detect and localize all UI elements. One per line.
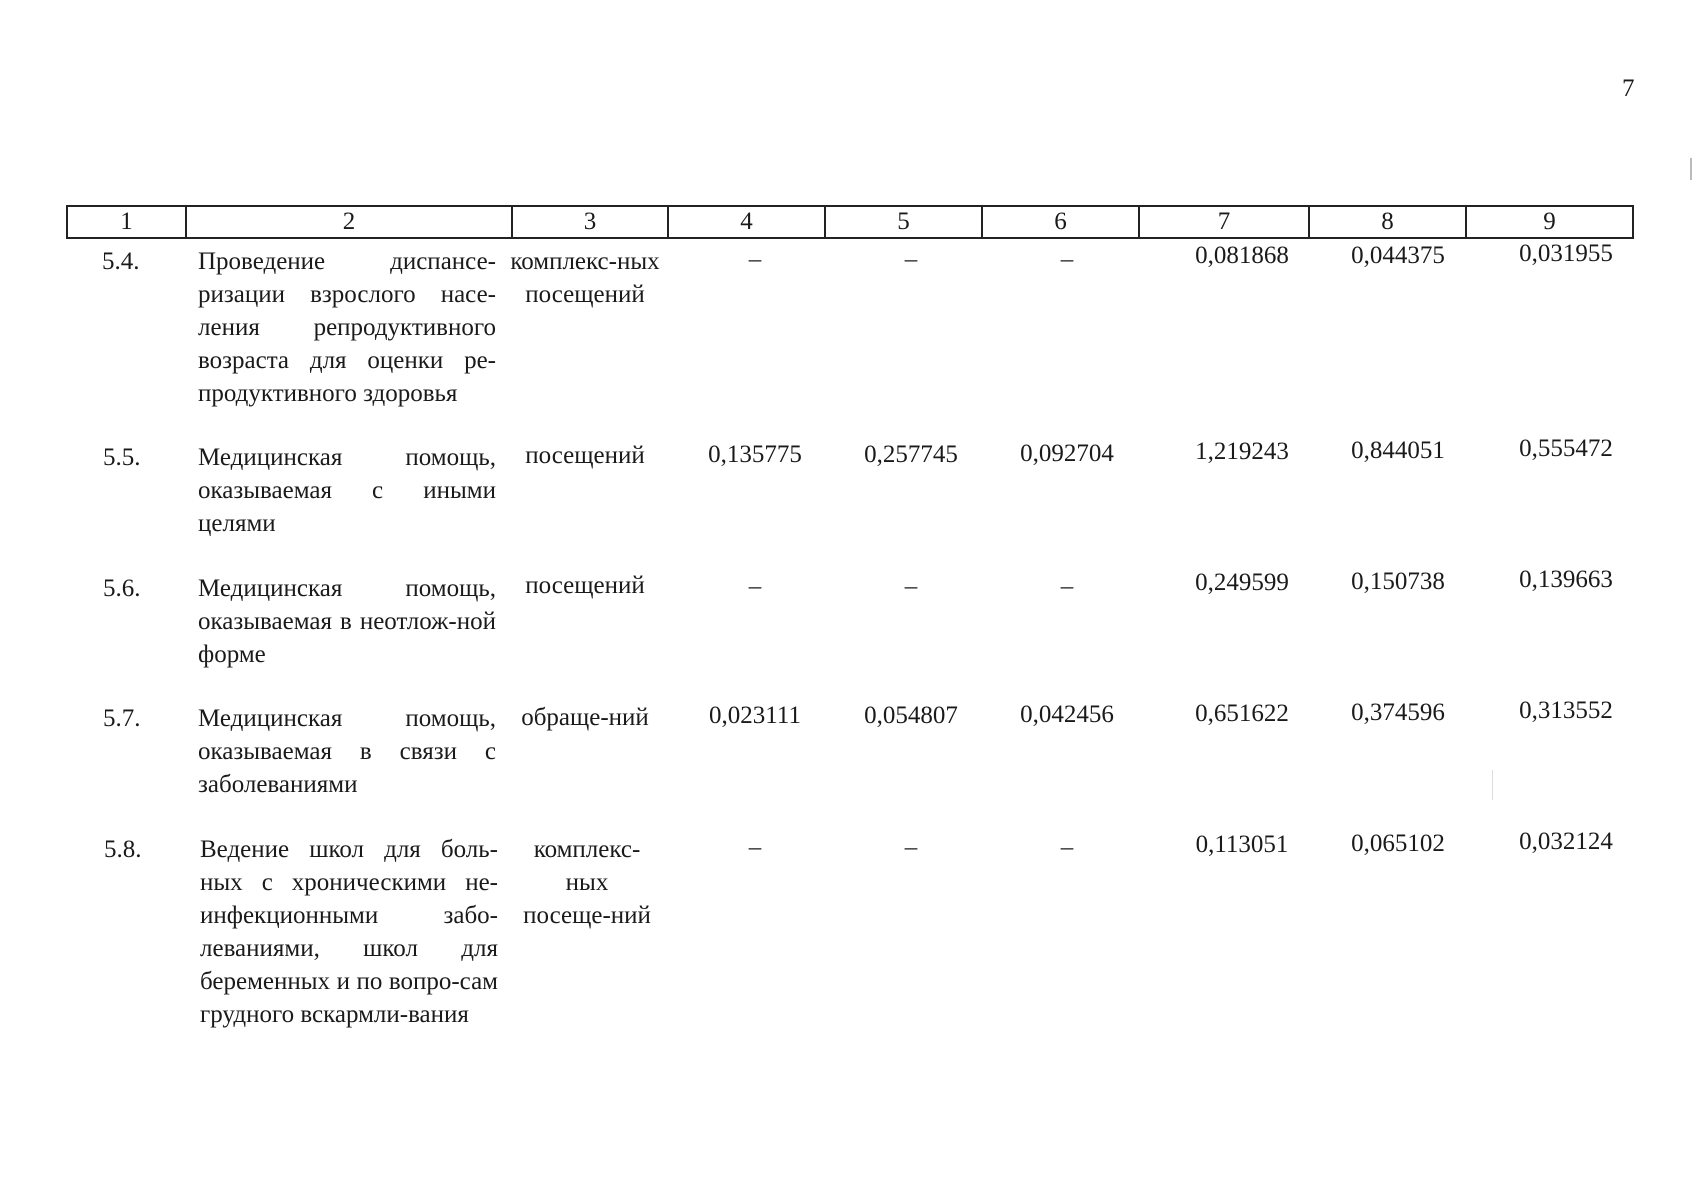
- column-header-6: 6: [981, 207, 1138, 237]
- value-col-4: –: [748, 834, 762, 861]
- value-col-8: 0,065102: [1351, 830, 1445, 857]
- column-header-9: 9: [1465, 207, 1632, 237]
- row-unit: посещений: [525, 572, 645, 599]
- column-header-1: 1: [120, 208, 133, 235]
- value-col-5: 0,054807: [864, 702, 958, 729]
- value-col-6: –: [1060, 573, 1074, 600]
- value-col-4: 0,135775: [708, 441, 802, 468]
- value-col-5: 0,257745: [864, 441, 958, 468]
- value-col-7: 0,113051: [1195, 831, 1289, 858]
- value-col-7: 0,249599: [1195, 569, 1289, 596]
- row-description: Медицинская помощь, оказываемая в неотлож-ной форме: [198, 575, 496, 668]
- column-header-7: 7: [1138, 207, 1308, 237]
- row-number: 5.4.: [102, 248, 140, 275]
- value-col-4: 0,023111: [709, 702, 801, 729]
- value-col-6: –: [1060, 834, 1074, 861]
- row-description: Ведение школ для боль-ных с хроническими не-инфекционными забо-леваниями, школ для беременных и по вопро-сам грудного вскармли-вания: [200, 836, 498, 1028]
- column-header-4: 4: [667, 207, 824, 237]
- scan-artifact: [1690, 158, 1692, 180]
- value-col-8: 0,844051: [1351, 437, 1445, 464]
- column-header-3: 3: [511, 207, 667, 237]
- value-col-6: 0,092704: [1020, 440, 1114, 467]
- value-col-8: 0,374596: [1351, 699, 1445, 726]
- row-description: Медицинская помощь, оказываемая в связи с заболеваниями: [198, 705, 496, 798]
- column-header-2: 2: [185, 207, 511, 237]
- value-col-7: 0,651622: [1195, 700, 1289, 727]
- page-number: 7: [1622, 75, 1635, 102]
- value-col-9: 0,555472: [1519, 435, 1613, 462]
- value-col-7: 0,081868: [1195, 242, 1289, 269]
- row-unit: посещений: [525, 442, 645, 469]
- value-col-9: 0,031955: [1519, 240, 1613, 267]
- value-col-4: –: [748, 246, 762, 273]
- row-number: 5.8.: [104, 836, 142, 863]
- row-description: Проведение диспансе-ризации взрослого насе-ления репродуктивного возраста для оценки ре-продуктивного здоровья: [198, 248, 496, 407]
- column-header-5: 5: [824, 207, 981, 237]
- value-col-8: 0,044375: [1351, 242, 1445, 269]
- row-unit: комплекс-ных посещений: [510, 248, 660, 308]
- row-number: 5.5.: [103, 444, 141, 471]
- value-col-4: –: [748, 573, 762, 600]
- row-description: Медицинская помощь, оказываемая с иными целями: [198, 444, 496, 537]
- row-number: 5.7.: [103, 705, 141, 732]
- value-col-9: 0,313552: [1519, 697, 1613, 724]
- value-col-7: 1,219243: [1195, 438, 1289, 465]
- value-col-6: 0,042456: [1020, 701, 1114, 728]
- value-col-9: 0,139663: [1519, 566, 1613, 593]
- row-number: 5.6.: [103, 575, 141, 602]
- value-col-9: 0,032124: [1519, 828, 1613, 855]
- value-col-5: –: [904, 573, 918, 600]
- column-header-8: 8: [1308, 207, 1465, 237]
- value-col-8: 0,150738: [1351, 568, 1445, 595]
- value-col-6: –: [1060, 246, 1074, 273]
- row-unit: обраще-ний: [521, 704, 649, 731]
- value-col-5: –: [904, 246, 918, 273]
- row-unit: комплекс-ных посеще-ний: [523, 836, 651, 929]
- scan-artifact: [1492, 770, 1493, 800]
- value-col-5: –: [904, 834, 918, 861]
